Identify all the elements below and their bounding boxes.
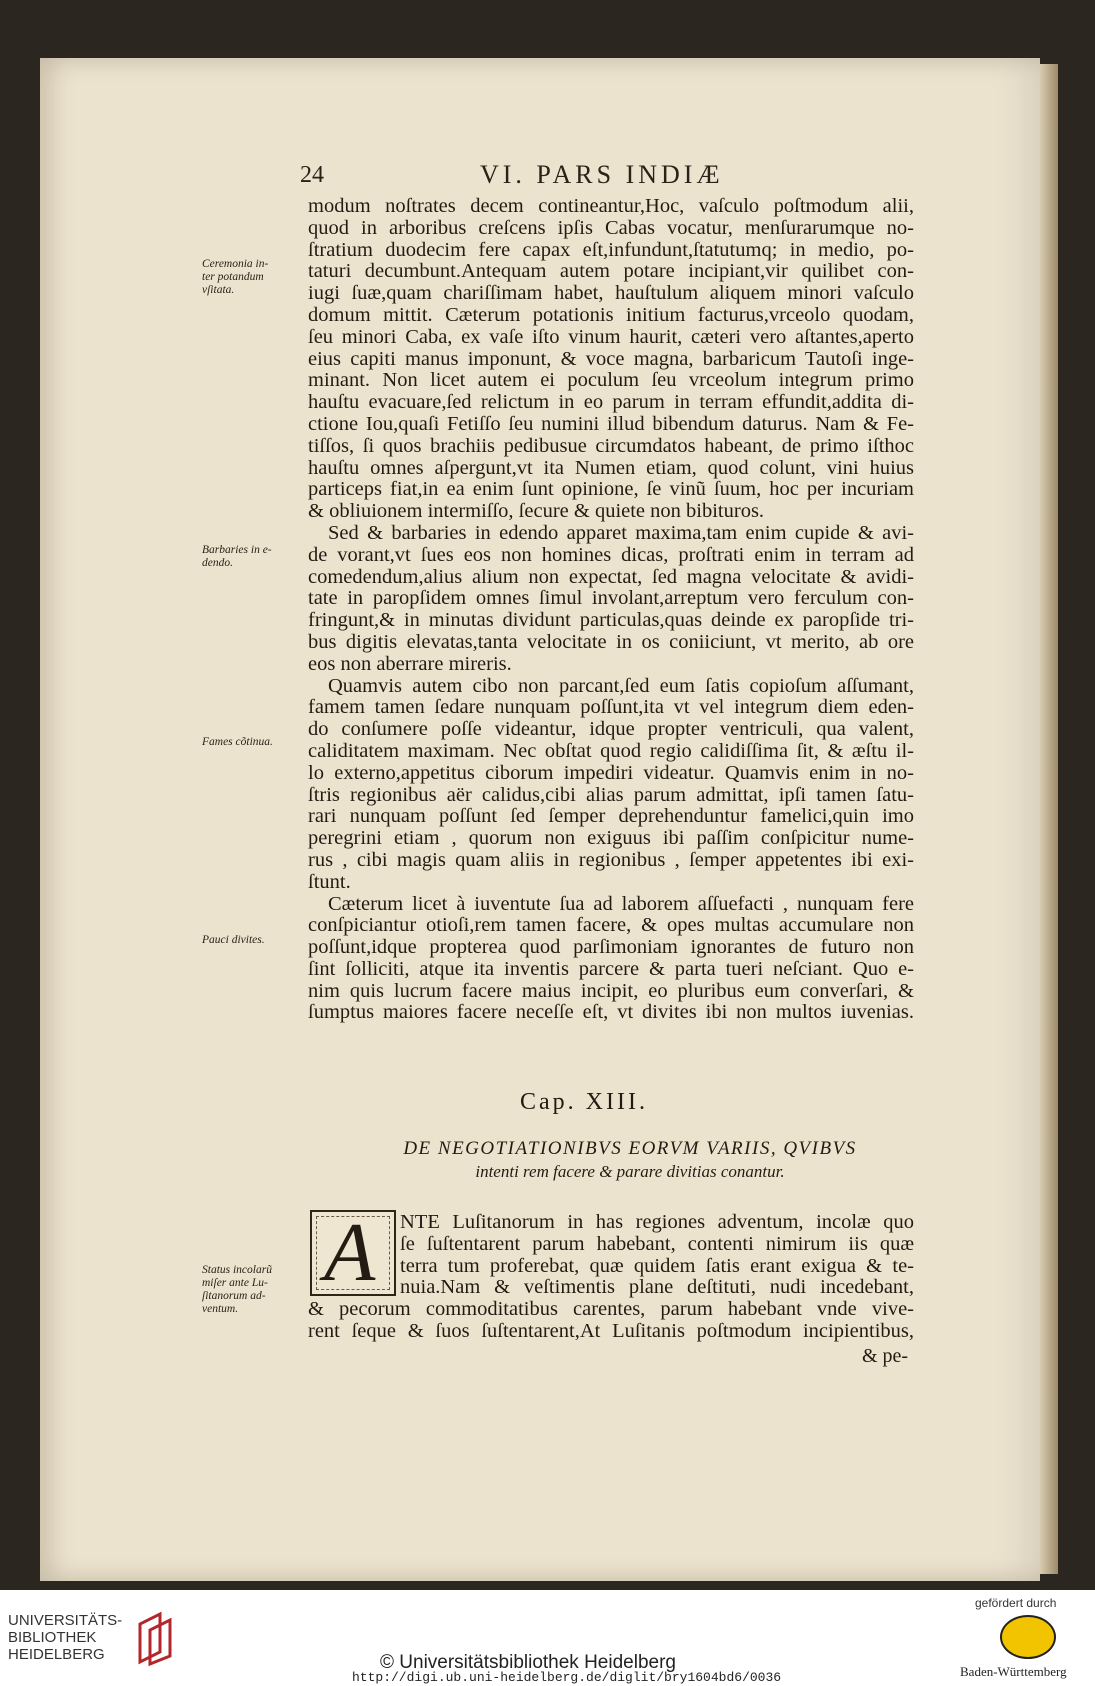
- footer-bar: [0, 1590, 1095, 1686]
- state-seal-icon: [1000, 1615, 1056, 1659]
- chapter-title-line-2: intenti rem facere & parare divitias conantur.: [475, 1162, 785, 1181]
- decorated-initial: [310, 1206, 396, 1299]
- main-text: [308, 196, 914, 1024]
- text-line: rent ſeque & ſuos ſuſtentarent,At Luſitanis poſtmodum incipientibus,: [308, 1320, 914, 1342]
- library-line: UNIVERSITÄTS-: [8, 1612, 123, 1629]
- text-line: terra tum proferebat, quæ quidem ſatis erant exigua & te-: [400, 1255, 914, 1277]
- paragraph-3: [308, 676, 914, 894]
- margin-note-pauci: [202, 934, 302, 947]
- funded-by-label: gefördert durch: [975, 1596, 1057, 1610]
- text-line: poſſunt,idque propterea quod parſimoniam ignorantes de futuro non: [308, 937, 914, 959]
- text-line: tate in paropſidem omnes ſimul involant,arreptum vero ferculum con-: [308, 588, 914, 610]
- margin-line: Barbaries in e-: [202, 544, 272, 556]
- paragraph-5-rest: [308, 1299, 914, 1343]
- paragraph-5-beside-initial: [400, 1212, 914, 1299]
- text-line: rari nunquam poſſunt ſed ſemper deprehenduntur famelici,quin imo: [308, 806, 914, 828]
- text-line: iugi ſuæ,quam chariſſimam habet, hauſtulum aliquem minori vaſculo: [308, 283, 914, 305]
- margin-line: miſer ante Lu-: [202, 1277, 268, 1289]
- page-header: [300, 160, 940, 194]
- margin-line: Status incolarũ: [202, 1264, 272, 1276]
- margin-line: ventum.: [202, 1303, 239, 1315]
- text-line: bus digitis elevatas,tanta velocitate in os coniiciunt, vt merito, ab ore: [308, 631, 914, 653]
- text-line: eos non aberrare mireris.: [308, 653, 512, 675]
- text-line: ſtris regionibus aër calidus,cibi alias parum admittat, ipſi tamen ſatu-: [308, 784, 914, 806]
- library-line: BIBLIOTHEK: [8, 1629, 97, 1646]
- running-head: VI. PARS INDIÆ: [480, 160, 724, 189]
- text-line: taturi decumbunt.Antequam autem potare incipiant,vir quilibet con-: [308, 261, 914, 283]
- margin-line: Ceremonia in-: [202, 258, 269, 270]
- library-line: HEIDELBERG: [8, 1646, 105, 1663]
- text-line: comedendum,alius alium non expectat, ſed magna velocitate & avidi-: [308, 566, 914, 588]
- margin-note-barbaries: [202, 544, 302, 570]
- text-line: do conſumere poſſe videantur, idque propter ventriculi, qua valent,: [308, 719, 914, 741]
- permalink-url[interactable]: http://digi.ub.uni-heidelberg.de/diglit/bry1604bd6/0036: [352, 1670, 782, 1685]
- library-mark-icon: [136, 1610, 178, 1666]
- text-line: domum mittit. Cæterum potationis initium facturus,vrceolo quodam,: [308, 304, 914, 326]
- paragraph-2: [308, 523, 914, 676]
- text-line: eius capiti manus imponunt, & voce magna, barbaricum Tautoſi inge-: [308, 348, 914, 370]
- text-line: Sed & barbaries in edendo apparet maxima,tam enim cupide & avi-: [328, 522, 914, 544]
- text-line: NTE Luſitanorum in has regiones adventum, incolæ quo: [400, 1212, 914, 1233]
- text-line: ſe ſuſtentarent parum habebant, contenti nimirum iis quæ: [400, 1233, 914, 1255]
- text-line: nuia.Nam & veſtimentis plane deſtituti, nudi incedebant,: [400, 1277, 914, 1299]
- copyright-notice: © Universitätsbibliothek Heidelberg: [380, 1652, 676, 1673]
- chapter-title: [330, 1138, 930, 1182]
- text-line: & pecorum commoditatibus carentes, parum habebant vnde vive-: [308, 1299, 914, 1320]
- paragraph-1: [308, 196, 914, 523]
- state-name: Baden-Württemberg: [960, 1664, 1067, 1679]
- text-line: modum noſtrates decem contineantur,Hoc, vaſculo poſtmodum alii,: [308, 196, 914, 217]
- margin-line: ſitanorum ad-: [202, 1290, 266, 1302]
- initial-letter: A: [324, 1206, 376, 1299]
- text-line: hauſtu evacuare,ſed relictum in eo parum in terram effundit,addita di-: [308, 392, 914, 414]
- text-line: lo externo,appetitus ciborum impediri videatur. Quamvis enim in no-: [308, 762, 914, 784]
- text-line: minant. Non licet autem ei poculum ſeu vrceolum integrum primo: [308, 370, 914, 392]
- text-line: & obliuionem intermiſſo, ſecure & quiete non bibituros.: [308, 501, 765, 523]
- margin-note-status: [202, 1264, 302, 1316]
- margin-line: Pauci divites.: [202, 934, 265, 946]
- margin-line: Fames cõtinua.: [202, 736, 273, 748]
- library-logo-text: [8, 1612, 122, 1663]
- page-number: 24: [300, 162, 324, 188]
- text-line: particeps fiat,in ea enim ſunt opinione, ſe vinũ ſuum, hoc per incuriam: [308, 479, 914, 501]
- text-line: ſeu minori Caba, ex vaſe iſto vinum haurit, cæteri vero aſtantes,aperto: [308, 326, 914, 348]
- text-line: Cæterum licet à iuventute ſua ad laborem aſſuefacti , nunquam fere: [328, 893, 914, 915]
- text-line: ſint ſolliciti, atque ita inventis parcere & parta tueri neſciant. Quo e-: [308, 958, 914, 980]
- text-line: nim quis lucrum facere maius incipit, eo pluribus eum converſari, &: [308, 980, 914, 1002]
- chapter-title-line-1: DE NEGOTIATIONIBVS EORVM VARIIS, QVIBVS: [403, 1138, 857, 1159]
- paragraph-4: [308, 894, 914, 1025]
- text-line: quod in arboribus creſcens ipſis Cabas vocatur, menſurarumque no-: [308, 217, 914, 239]
- text-line: ſumptus maiores facere neceſſe eſt, vt divites ibi non multos iuvenias.: [308, 1002, 914, 1024]
- margin-note-ceremonia: [202, 258, 302, 297]
- text-line: conſpiciantur otioſi,rem tamen facere, & opes multas accumulare non: [308, 915, 914, 937]
- text-line: peregrini etiam , quorum non exiguus ibi paſſim conſpicitur nume-: [308, 828, 914, 850]
- text-line: famem tamen ſedare nunquam poſſunt,ita vt vel integrum diem eden-: [308, 697, 914, 719]
- margin-line: ter potandum: [202, 271, 264, 283]
- margin-line: dendo.: [202, 557, 233, 569]
- text-line: caliditatem maximam. Nec obſtat quod regio calidiſſima ſit, & æſtu il-: [308, 740, 914, 762]
- text-line: ctione Iou,quaſi Fetiſſo ſeu numini illud bibendum daturus. Nam & Fe-: [308, 413, 914, 435]
- margin-note-fames: [202, 736, 302, 749]
- text-line: ſtunt.: [308, 871, 351, 893]
- text-line: Quamvis autem cibo non parcant,ſed eum ſatis copioſum aſſumant,: [328, 675, 914, 697]
- chapter-heading: Cap. XIII.: [520, 1089, 648, 1115]
- text-line: hauſtu omnes aſpergunt,vt ita Numen etiam, quod colunt, vini huius: [308, 457, 914, 479]
- text-line: tiſſos, ſi quos brachiis pedibusue circumdatos habeant, de primo iſthoc: [308, 435, 914, 457]
- catchword: & pe-: [862, 1345, 909, 1367]
- text-line: rus , cibi magis quam aliis in regionibus , ſemper appetentes ibi exi-: [308, 849, 914, 871]
- text-line: fringunt,& in minutas dividunt particulas,quas deinde ex paropſide tri-: [308, 610, 914, 632]
- margin-line: vſitata.: [202, 284, 235, 296]
- page-edge: [1040, 64, 1058, 1574]
- text-line: de vorant,vt ſues eos non homines dicas, proſtrati enim in terram ad: [308, 544, 914, 566]
- text-line: ſtratium duodecim fere capax eſt,infundunt,ſtatutumq; in medio, po-: [308, 239, 914, 261]
